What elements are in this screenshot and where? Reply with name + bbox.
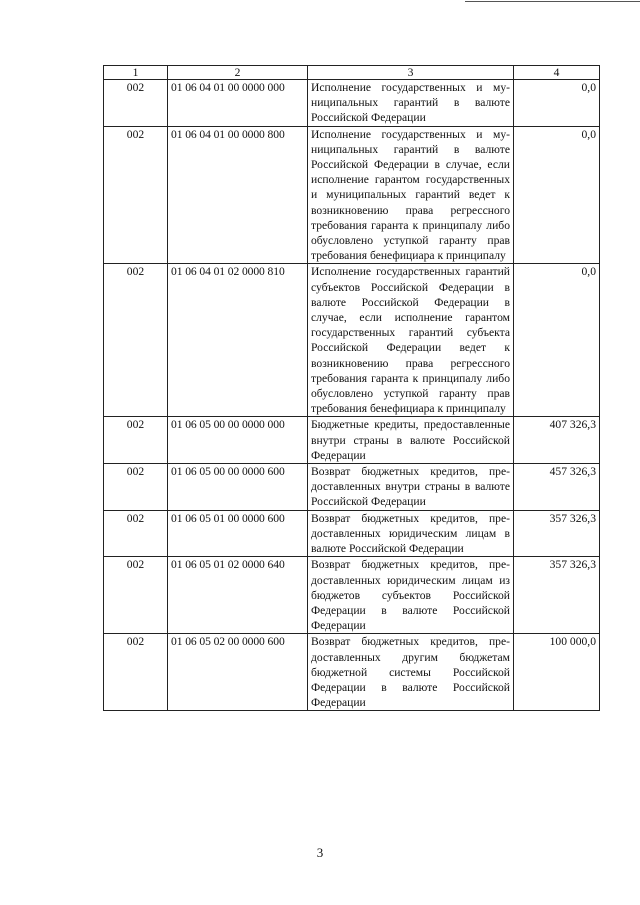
table-row xyxy=(104,264,600,417)
table-row xyxy=(104,80,600,127)
header-col-3: 3 xyxy=(308,66,514,80)
description-cell: Возврат бюджетных кредитов, предоставленных юридическим лицам из бюджетов субъектов Российской Федерации в валюте Российской Федерации xyxy=(308,557,514,634)
table-row xyxy=(104,464,600,511)
amount-cell: 357 326,3 xyxy=(514,510,600,557)
budget-code-cell: 01 06 04 01 02 0000 810 xyxy=(168,264,308,417)
org-code-cell: 002 xyxy=(104,464,168,511)
header-col-1: 1 xyxy=(104,66,168,80)
budget-code-cell: 01 06 04 01 00 0000 000 xyxy=(168,80,308,127)
top-rule xyxy=(465,1,640,2)
budget-code-cell: 01 06 05 02 00 0000 600 xyxy=(168,634,308,711)
header-col-2: 2 xyxy=(168,66,308,80)
budget-code-cell: 01 06 05 01 02 0000 640 xyxy=(168,557,308,634)
description-cell: Бюджетные кредиты, предоставленные внутри страны в валюте Российской Федерации xyxy=(308,417,514,464)
header-col-4: 4 xyxy=(514,66,600,80)
org-code-cell: 002 xyxy=(104,417,168,464)
budget-table xyxy=(103,65,600,711)
budget-code-cell: 01 06 05 00 00 0000 600 xyxy=(168,464,308,511)
description-cell: Исполнение государственных и муниципальных гарантий в валюте Российской Федерации в случае, если исполнение гарантом государственных и муниципальных гарантий ведет к возникновению права регрессного требования гаранта к принципалу либо обусловлено уступкой гаранту прав требования бенефициара к принципалу xyxy=(308,126,514,264)
amount-cell: 0,0 xyxy=(514,80,600,127)
description-cell: Возврат бюджетных кредитов, предоставленных другим бюджетам бюджетной системы Российской Федерации в валюте Российской Федерации xyxy=(308,634,514,711)
org-code-cell: 002 xyxy=(104,264,168,417)
table-row xyxy=(104,417,600,464)
description-cell: Исполнение государственных гарантий субъектов Российской Федерации в валюте Российской Федерации в случае, если исполнение гарантом государственных гарантий субъекта Российской Федерации ведет к возникновению права регрессного требования гаранта к принципалу либо обусловлено уступкой гаранту прав требования бенефициара к принципалу xyxy=(308,264,514,417)
table-row xyxy=(104,557,600,634)
amount-cell: 457 326,3 xyxy=(514,464,600,511)
amount-cell: 407 326,3 xyxy=(514,417,600,464)
budget-code-cell: 01 06 04 01 00 0000 800 xyxy=(168,126,308,264)
org-code-cell: 002 xyxy=(104,80,168,127)
org-code-cell: 002 xyxy=(104,126,168,264)
description-cell: Возврат бюджетных кредитов, предоставленных юридическим лицам в валюте Российской Федерации xyxy=(308,510,514,557)
description-cell: Возврат бюджетных кредитов, предоставленных внутри страны в валюте Российской Федерации xyxy=(308,464,514,511)
table-header-row xyxy=(104,66,600,80)
table-row xyxy=(104,510,600,557)
description-cell: Исполнение государственных и муниципальных гарантий в валюте Российской Федерации xyxy=(308,80,514,127)
budget-code-cell: 01 06 05 01 00 0000 600 xyxy=(168,510,308,557)
org-code-cell: 002 xyxy=(104,510,168,557)
org-code-cell: 002 xyxy=(104,557,168,634)
amount-cell: 357 326,3 xyxy=(514,557,600,634)
org-code-cell: 002 xyxy=(104,634,168,711)
amount-cell: 0,0 xyxy=(514,126,600,264)
page-number: 3 xyxy=(316,845,324,860)
table-row xyxy=(104,634,600,711)
budget-code-cell: 01 06 05 00 00 0000 000 xyxy=(168,417,308,464)
amount-cell: 0,0 xyxy=(514,264,600,417)
table-row xyxy=(104,126,600,264)
amount-cell: 100 000,0 xyxy=(514,634,600,711)
